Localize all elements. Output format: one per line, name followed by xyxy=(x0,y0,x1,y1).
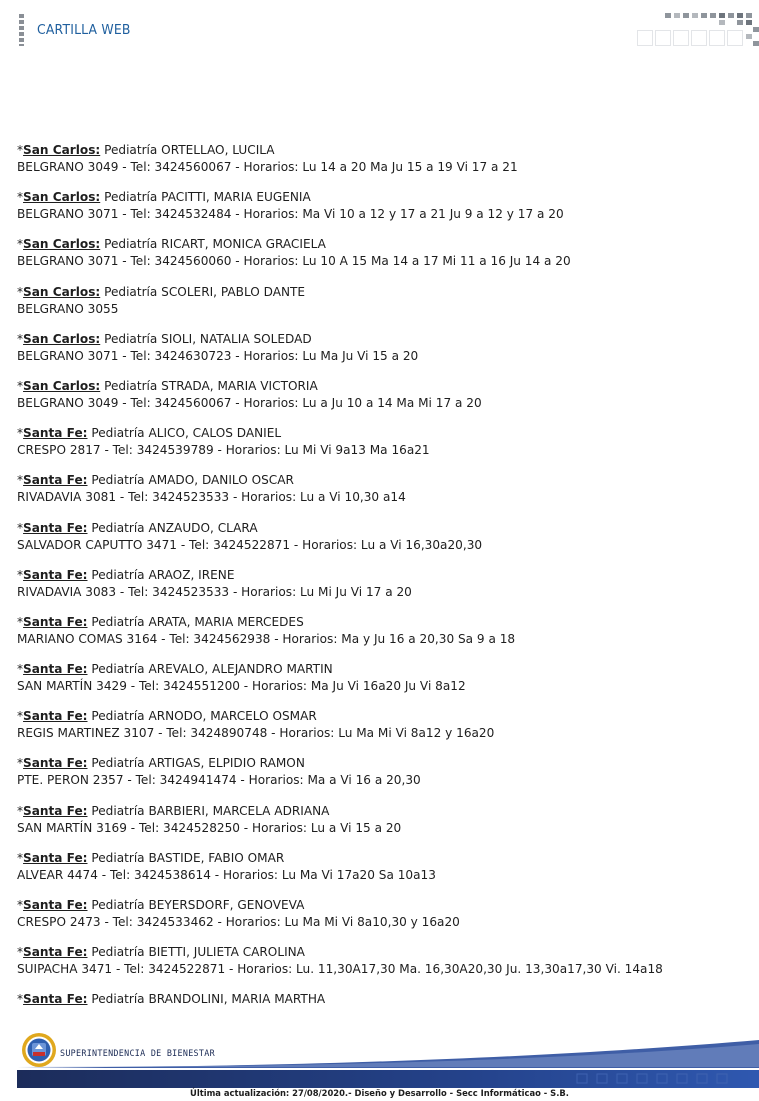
provider-name: Pediatría ARATA, MARIA MERCEDES xyxy=(91,614,304,629)
provider-name: Pediatría RICART, MONICA GRACIELA xyxy=(104,237,326,252)
provider-entry xyxy=(17,803,747,850)
provider-details: SUIPACHA 3471 - Tel: 3424522871 - Horarios: Lu. 11,30A17,30 Ma. 16,30A20,30 Ju. 13,30a17,30 Vi. 14a18 xyxy=(17,962,663,977)
provider-city: San Carlos: xyxy=(23,284,101,299)
provider-city: Santa Fe: xyxy=(23,898,88,912)
footer-banner-decoration-icon xyxy=(17,1030,759,1088)
provider-heading xyxy=(17,614,747,631)
provider-entry xyxy=(17,897,747,944)
provider-heading xyxy=(17,189,747,206)
entry-bullet: * xyxy=(17,662,24,677)
provider-name: Pediatría PACITTI, MARIA EUGENIA xyxy=(104,190,311,205)
entry-bullet: * xyxy=(17,473,24,488)
last-update-note: Última actualización: 27/08/2020.- Diseño y Desarrollo - Secc Informáticao - S.B. xyxy=(190,1088,569,1098)
provider-name: Pediatría ARTIGAS, ELPIDIO RAMON xyxy=(91,756,305,771)
provider-city: Santa Fe: xyxy=(23,567,88,582)
provider-city: San Carlos: xyxy=(23,378,101,393)
provider-heading xyxy=(17,944,747,961)
provider-details: BELGRANO 3055 xyxy=(17,301,119,316)
provider-details: BELGRANO 3049 - Tel: 3424560067 - Horarios: Lu a Ju 10 a 14 Ma Mi 17 a 20 xyxy=(17,395,482,410)
provider-name: Pediatría SIOLI, NATALIA SOLEDAD xyxy=(104,331,312,346)
provider-details: CRESPO 2817 - Tel: 3424539789 - Horarios: Lu Mi Vi 9a13 Ma 16a21 xyxy=(17,443,430,458)
provider-name: Pediatría BIETTI, JULIETA CAROLINA xyxy=(91,945,305,960)
provider-city: San Carlos: xyxy=(23,143,101,157)
entry-bullet: * xyxy=(17,284,24,299)
entry-bullet: * xyxy=(17,898,24,912)
provider-details: BELGRANO 3071 - Tel: 3424630723 - Horarios: Lu Ma Ju Vi 15 a 20 xyxy=(17,348,419,363)
provider-entry xyxy=(17,472,747,519)
provider-details: CRESPO 2473 - Tel: 3424533462 - Horarios: Lu Ma Mi Vi 8a10,30 y 16a20 xyxy=(17,915,460,929)
provider-entry xyxy=(17,755,747,802)
provider-city: San Carlos: xyxy=(23,190,101,205)
page-footer xyxy=(17,1030,759,1088)
provider-city: Santa Fe: xyxy=(23,520,88,535)
provider-name: Pediatría BEYERSDORF, GENOVEVA xyxy=(91,898,305,912)
provider-list xyxy=(17,142,747,1039)
provider-entry xyxy=(17,189,747,236)
provider-city: Santa Fe: xyxy=(23,473,88,488)
page-title: CARTILLA WEB xyxy=(37,22,131,38)
provider-heading xyxy=(17,803,747,820)
provider-details: SALVADOR CAPUTTO 3471 - Tel: 3424522871 - Horarios: Lu a Vi 16,30a20,30 xyxy=(17,537,483,552)
provider-details: REGIS MARTINEZ 3107 - Tel: 3424890748 - Horarios: Lu Ma Mi Vi 8a12 y 16a20 xyxy=(17,726,495,741)
provider-heading xyxy=(17,755,747,772)
provider-name: Pediatría SCOLERI, PABLO DANTE xyxy=(104,284,306,299)
provider-entry xyxy=(17,284,747,331)
organization-seal-logo xyxy=(21,1032,57,1068)
provider-entry xyxy=(17,567,747,614)
provider-heading xyxy=(17,991,747,1008)
provider-details: PTE. PERON 2357 - Tel: 3424941474 - Horarios: Ma a Vi 16 a 20,30 xyxy=(17,773,421,788)
entry-bullet: * xyxy=(17,378,24,393)
provider-entry xyxy=(17,661,747,708)
provider-name: Pediatría ARAOZ, IRENE xyxy=(91,567,235,582)
provider-heading xyxy=(17,661,747,678)
provider-name: Pediatría ARNODO, MARCELO OSMAR xyxy=(91,709,317,724)
provider-heading xyxy=(17,850,747,867)
provider-details: BELGRANO 3071 - Tel: 3424532484 - Horarios: Ma Vi 10 a 12 y 17 a 21 Ju 9 a 12 y 17 a 20 xyxy=(17,207,564,222)
provider-heading xyxy=(17,520,747,537)
entry-bullet: * xyxy=(17,520,24,535)
header-bar-icon xyxy=(19,14,24,46)
entry-bullet: * xyxy=(17,992,24,1007)
provider-details: RIVADAVIA 3081 - Tel: 3424523533 - Horarios: Lu a Vi 10,30 a14 xyxy=(17,490,406,505)
entry-bullet: * xyxy=(17,237,24,252)
provider-heading xyxy=(17,142,747,159)
provider-details: SAN MARTÍN 3169 - Tel: 3424528250 - Horarios: Lu a Vi 15 a 20 xyxy=(17,820,402,835)
provider-city: Santa Fe: xyxy=(23,850,88,865)
provider-name: Pediatría ORTELLAO, LUCILA xyxy=(104,143,275,157)
provider-name: Pediatría AMADO, DANILO OSCAR xyxy=(91,473,294,488)
provider-name: Pediatría BRANDOLINI, MARIA MARTHA xyxy=(91,992,326,1007)
provider-entry xyxy=(17,944,747,991)
provider-city: San Carlos: xyxy=(23,331,101,346)
provider-heading xyxy=(17,331,747,348)
provider-entry xyxy=(17,520,747,567)
provider-city: Santa Fe: xyxy=(23,426,88,441)
provider-entry xyxy=(17,236,747,283)
provider-city: Santa Fe: xyxy=(23,662,88,677)
entry-bullet: * xyxy=(17,850,24,865)
provider-city: Santa Fe: xyxy=(23,945,88,960)
provider-name: Pediatría BARBIERI, MARCELA ADRIANA xyxy=(91,803,330,818)
provider-city: Santa Fe: xyxy=(23,614,88,629)
provider-city: Santa Fe: xyxy=(23,992,88,1007)
provider-entry xyxy=(17,378,747,425)
provider-details: MARIANO COMAS 3164 - Tel: 3424562938 - Horarios: Ma y Ju 16 a 20,30 Sa 9 a 18 xyxy=(17,631,516,646)
provider-entry xyxy=(17,425,747,472)
provider-heading xyxy=(17,236,747,253)
organization-name: SUPERINTENDENCIA DE BIENESTAR xyxy=(60,1048,215,1058)
provider-heading xyxy=(17,567,747,584)
entry-bullet: * xyxy=(17,756,24,771)
entry-bullet: * xyxy=(17,190,24,205)
provider-name: Pediatría ALICO, CALOS DANIEL xyxy=(91,426,282,441)
entry-bullet: * xyxy=(17,614,24,629)
provider-entry xyxy=(17,614,747,661)
provider-heading xyxy=(17,425,747,442)
provider-details: BELGRANO 3071 - Tel: 3424560060 - Horarios: Lu 10 A 15 Ma 14 a 17 Mi 11 a 16 Ju 14 a 20 xyxy=(17,254,571,269)
provider-city: Santa Fe: xyxy=(23,709,88,724)
provider-name: Pediatría ANZAUDO, CLARA xyxy=(91,520,258,535)
provider-details: SAN MARTÍN 3429 - Tel: 3424551200 - Horarios: Ma Ju Vi 16a20 Ju Vi 8a12 xyxy=(17,679,466,694)
provider-heading xyxy=(17,284,747,301)
provider-heading xyxy=(17,472,747,489)
entry-bullet: * xyxy=(17,803,24,818)
provider-details: ALVEAR 4474 - Tel: 3424538614 - Horarios: Lu Ma Vi 17a20 Sa 10a13 xyxy=(17,867,436,882)
provider-heading xyxy=(17,708,747,725)
provider-entry xyxy=(17,850,747,897)
provider-entry xyxy=(17,708,747,755)
provider-name: Pediatría STRADA, MARIA VICTORIA xyxy=(104,378,318,393)
entry-bullet: * xyxy=(17,945,24,960)
provider-city: San Carlos: xyxy=(23,237,101,252)
provider-heading xyxy=(17,378,747,395)
provider-entry xyxy=(17,331,747,378)
provider-name: Pediatría BASTIDE, FABIO OMAR xyxy=(91,850,285,865)
entry-bullet: * xyxy=(17,709,24,724)
provider-details: RIVADAVIA 3083 - Tel: 3424523533 - Horarios: Lu Mi Ju Vi 17 a 20 xyxy=(17,584,412,599)
provider-name: Pediatría AREVALO, ALEJANDRO MARTIN xyxy=(91,662,333,677)
entry-bullet: * xyxy=(17,143,24,157)
header-squares-decoration-icon xyxy=(637,10,759,48)
entry-bullet: * xyxy=(17,426,24,441)
provider-city: Santa Fe: xyxy=(23,803,88,818)
provider-heading xyxy=(17,897,747,914)
provider-entry xyxy=(17,142,747,189)
entry-bullet: * xyxy=(17,331,24,346)
provider-city: Santa Fe: xyxy=(23,756,88,771)
provider-details: BELGRANO 3049 - Tel: 3424560067 - Horarios: Lu 14 a 20 Ma Ju 15 a 19 Vi 17 a 21 xyxy=(17,160,518,174)
entry-bullet: * xyxy=(17,567,24,582)
